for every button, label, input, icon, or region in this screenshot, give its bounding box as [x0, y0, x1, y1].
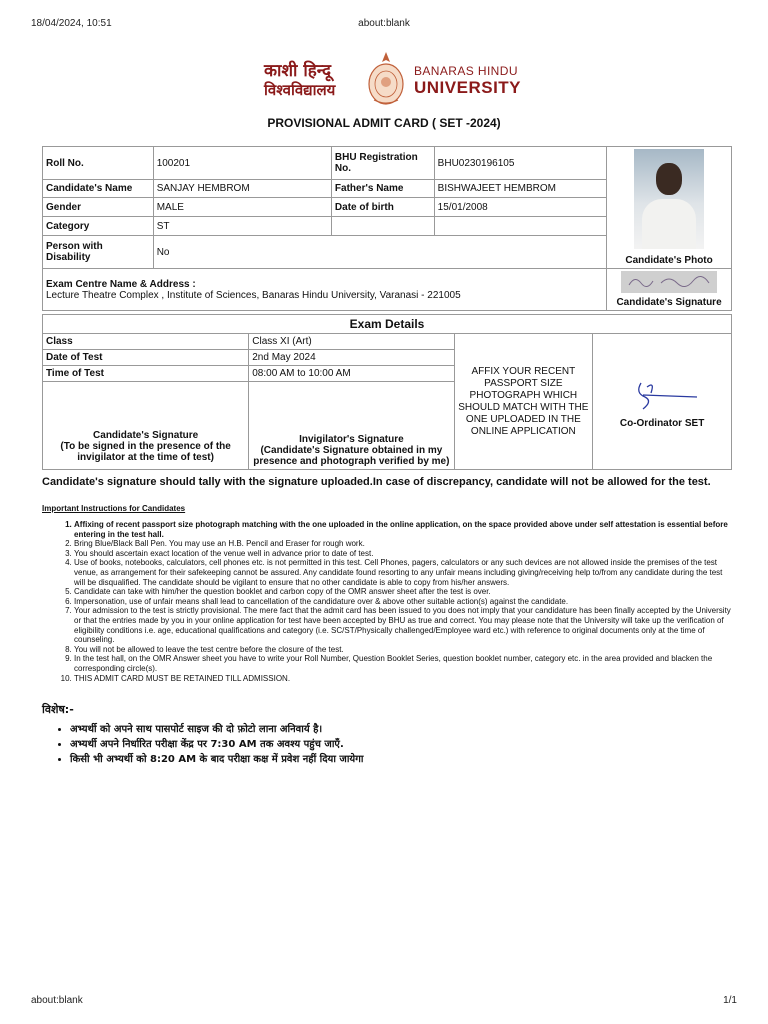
category-label: Category — [43, 217, 154, 236]
candidate-photo-label: Candidate's Photo — [625, 255, 713, 266]
date-label: Date of Test — [43, 350, 249, 366]
category-value: ST — [153, 217, 331, 236]
candidate-signature-cell — [607, 269, 732, 311]
hindi-note-item: • अभ्यर्थी अपने निर्धारित परीक्षा केंद्र पर 7:30 AM तक अवश्य पहुंच जाएँ. — [70, 737, 363, 752]
logo-english-line1: BANARAS HINDU — [414, 64, 518, 78]
dob-label: Date of birth — [331, 198, 434, 217]
instruction-item: 7. Your admission to the test is strictly provisional. The mere fact that the admit card has been issued to you does not imply that your candidature has been finally accepted by the University or that the entries made by you in your online application for test have been accepted by BHU as true and correct. You may please note that the University will take up the verification of eligibility conditions i.e. age, educational qualifications and category (i.e. SC/ST/Physically challenged/Employee ward etc.) with reference to original documents only at the time of counseling. — [74, 606, 732, 644]
time-value: 08:00 AM to 10:00 AM — [249, 366, 454, 382]
candidate-photo-cell — [607, 147, 732, 269]
coordinator-cell — [593, 334, 732, 470]
logo-english-line2: UNIVERSITY — [414, 78, 522, 97]
category-empty-cell — [331, 217, 434, 236]
invig-sig-title: Invigilator's Signature — [299, 434, 404, 445]
instruction-item: 9. In the test hall, on the OMR Answer sheet you have to write your Roll Number, Question Booklet Series, question booklet number, category etc. in the area provided and blacken the corresponding circle(s). — [74, 654, 732, 673]
cand-sig-subtitle: (To be signed in the presence of the invigilator at the time of test) — [60, 441, 231, 463]
bhu-reg-label: BHU Registration No. — [331, 147, 434, 180]
instruction-item: 1. Affixing of recent passport size photograph matching with the one uploaded in the online application, on the space provided above under self attestation is essential before entering in the test hall. — [74, 520, 732, 539]
candidate-signature-label: Candidate's Signature — [616, 297, 722, 308]
candidate-photo — [634, 149, 704, 249]
cand-sig-title: Candidate's Signature — [93, 430, 199, 441]
instruction-item: 4. Use of books, notebooks, calculators, cell phones etc. is not permitted in this test. Cell Phones, pagers, calculators or any such devices are not allowed inside the premises of the test venue, as arrangement for their safekeeping cannot be assured. Any candidate found resorting to any unfair means including giving/receiving help to/from any candidate during the test will be disqualified. The candidate should be vigilant to ensure that no other candidate is able to copy from his/her answers. — [74, 558, 732, 587]
candidate-name-label: Candidate's Name — [43, 180, 154, 198]
admit-card-title: PROVISIONAL ADMIT CARD ( SET -2024) — [267, 116, 501, 130]
instruction-item: 6. Impersonation, use of unfair means shall lead to cancellation of the candidature over & above other suitable action(s) against the candidate. — [74, 597, 732, 607]
signature-note: Candidate's signature should tally with the signature uploaded.In case of discrepancy, candidate will not be allowed for the test. — [42, 476, 711, 488]
signature-scribble-icon — [621, 271, 717, 293]
date-value: 2nd May 2024 — [249, 350, 454, 366]
hindi-note-item: • किसी भी अभ्यर्थी को 8:20 AM के बाद परीक्षा कक्ष में प्रवेश नहीं दिया जायेगा — [70, 752, 363, 767]
roll-no-label: Roll No. — [43, 147, 154, 180]
exam-centre-address: Lecture Theatre Complex , Institute of Sciences, Banaras Hindu University, Varanasi - 221005 — [46, 289, 461, 301]
photo-body — [642, 199, 696, 249]
category-empty-cell-2 — [434, 217, 606, 236]
gender-label: Gender — [43, 198, 154, 217]
exam-centre-cell — [43, 269, 607, 311]
class-value: Class XI (Art) — [249, 334, 454, 350]
coordinator-label: Co-Ordinator SET — [619, 417, 705, 429]
hindi-note-item: • अभ्यर्थी को अपने साथ पासपोर्ट साइज की दो फ़ोटो लाना अनिवार्य है। — [70, 722, 363, 737]
logo-hindi-line1: काशी हिन्दू — [264, 61, 332, 81]
candidate-signature-box — [43, 382, 249, 470]
father-name-label: Father's Name — [331, 180, 434, 198]
class-label: Class — [43, 334, 249, 350]
invigilator-signature-box — [249, 382, 454, 470]
coordinator-signature-icon — [617, 375, 707, 415]
page-number: 1/1 — [723, 995, 737, 1006]
father-name-value: BISHWAJEET HEMBROM — [434, 180, 606, 198]
instruction-item: 5. Candidate can take with him/her the question booklet and carbon copy of the OMR answer sheet after the test is over. — [74, 587, 732, 597]
instruction-item: 8. You will not be allowed to leave the test centre before the closure of the test. — [74, 645, 732, 655]
pwd-value: No — [153, 236, 606, 269]
bhu-logo — [264, 46, 524, 110]
instructions-heading: Important Instructions for Candidates — [42, 504, 186, 513]
affix-photo-box: AFFIX YOUR RECENT PASSPORT SIZE PHOTOGRAPH WHICH SHOULD MATCH WITH THE ONE UPLOADED IN THE ONLINE APPLICATION — [454, 334, 593, 470]
instruction-item: 3. You should ascertain exact location of the venue well in advance prior to date of test. — [74, 549, 732, 559]
exam-details-table — [42, 314, 732, 470]
gender-value: MALE — [153, 198, 331, 217]
instructions-list — [42, 520, 732, 683]
roll-no-value: 100201 — [153, 147, 331, 180]
pwd-label: Person with Disability — [43, 236, 154, 269]
invig-sig-subtitle: (Candidate's Signature obtained in my presence and photograph verified by me) — [253, 445, 450, 467]
hindi-notes-list — [42, 722, 363, 767]
exam-centre-label: Exam Centre Name & Address : — [46, 278, 196, 290]
exam-details-title: Exam Details — [43, 315, 732, 334]
bhu-reg-value: BHU0230196105 — [434, 147, 606, 180]
candidate-name-value: SANJAY HEMBROM — [153, 180, 331, 198]
photo-head — [656, 163, 682, 195]
logo-hindi-line2: विश्वविद्यालय — [264, 81, 336, 99]
print-datetime: 18/04/2024, 10:51 — [31, 18, 112, 29]
print-url: about:blank — [358, 18, 410, 29]
time-label: Time of Test — [43, 366, 249, 382]
candidate-info-table — [42, 146, 732, 311]
vishesh-heading: विशेष:- — [42, 703, 74, 716]
footer-url: about:blank — [31, 995, 83, 1006]
instruction-item: 2. Bring Blue/Black Ball Pen. You may use an H.B. Pencil and Eraser for rough work. — [74, 539, 732, 549]
instruction-item: 10. THIS ADMIT CARD MUST BE RETAINED TILL ADMISSION. — [74, 674, 732, 684]
university-seal-icon — [366, 48, 406, 108]
dob-value: 15/01/2008 — [434, 198, 606, 217]
candidate-signature-image — [621, 271, 717, 293]
